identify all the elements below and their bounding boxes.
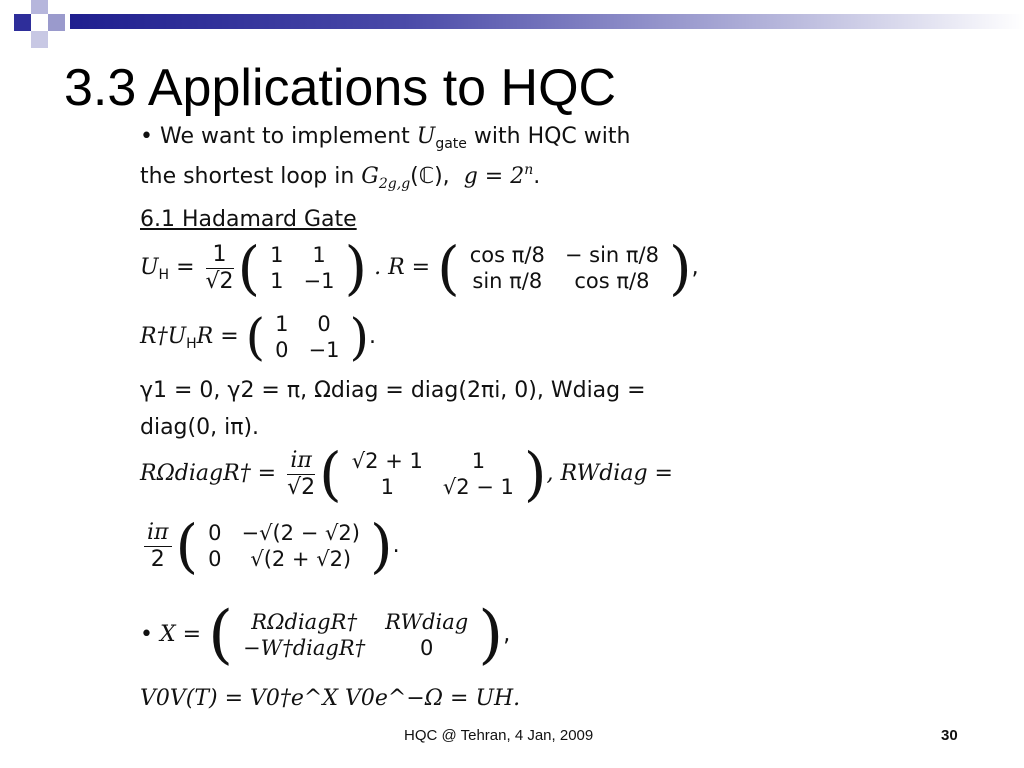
- bullet-1-line-2: the shortest loop in $G_{2g,g}(ℂ)$, $g = 2^n$.: [140, 162, 541, 192]
- uh-r-equation: $U_H$ = $\frac{1}{√2}$ ( 1 1 1 −1 ) . R = ( cos π/8 − sin π/8 sin π/8 cos π/8 ),: [140, 234, 699, 302]
- uh-fraction: $\frac{1}{√2}$: [205, 242, 234, 294]
- header-gradient-bar: [70, 14, 1024, 29]
- decor-square-4: [31, 31, 48, 48]
- decor-square-2: [31, 0, 48, 14]
- rom-matrix: √2 + 1 1 1 √2 − 1: [351, 449, 514, 499]
- decor-square-3: [48, 14, 65, 31]
- page-number: 30: [941, 727, 958, 744]
- r-matrix: cos π/8 − sin π/8 sin π/8 cos π/8: [469, 243, 659, 293]
- uh-matrix: 1 1 1 −1: [270, 243, 335, 293]
- decor-square-1: [14, 14, 31, 31]
- rw-equation: $\frac{i\pi}{2}$ ( 0 −√(2 − √2) 0 √(2 + √2) ).: [140, 512, 400, 580]
- footer-text: HQC @ Tehran, 4 Jan, 2009: [404, 727, 594, 744]
- slide-title: 3.3 Applications to HQC: [64, 59, 617, 117]
- v-equation: V0V(T) = V0†e^X V0e^−Ω = UH.: [140, 686, 521, 711]
- rom-equation: RΩdiagR† = $\frac{i\pi}{√2}$ ( √2 + 1 1 1 √2 − 1 ), RWdiag =: [140, 440, 673, 508]
- x-matrix: RΩdiagR† RWdiag −W†diagR† 0: [243, 610, 469, 660]
- gamma-line-2: diag(0, iπ).: [140, 415, 260, 440]
- x-equation: • X = ( RΩdiagR† RWdiag −W†diagR† 0 ),: [140, 598, 511, 672]
- bullet-1-line-1: • We want to implement $U_{gate}$ with HQC with: [140, 124, 631, 152]
- gamma-line-1: γ1 = 0, γ2 = π, Ωdiag = diag(2πi, 0), Wdiag =: [140, 378, 646, 403]
- section-heading: 6.1 Hadamard Gate: [140, 207, 357, 232]
- rw-matrix: 0 −√(2 − √2) 0 √(2 + √2): [208, 521, 360, 571]
- rur-equation: $R\dagger U_HR$ = ( 1 0 0 −1 ).: [140, 308, 377, 366]
- rur-matrix: 1 0 0 −1: [275, 312, 340, 362]
- bullet-dot: •: [140, 124, 160, 149]
